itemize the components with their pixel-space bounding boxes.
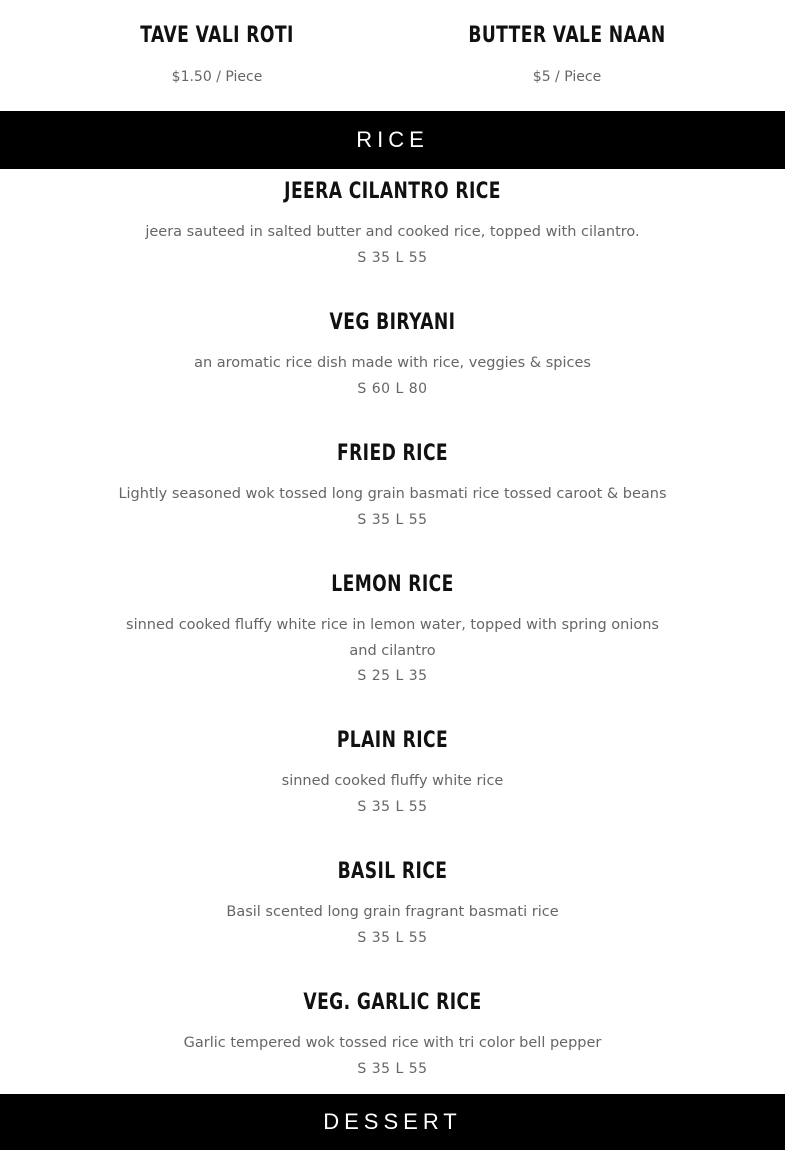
menu-item-price: $5 / Piece	[532, 69, 602, 85]
menu-item-name: JEERA CILANTRO RICE	[284, 179, 501, 204]
menu-item-price: S 35 L 55	[357, 512, 428, 528]
menu-item-price: S 60 L 80	[357, 381, 428, 397]
menu-item-name: BASIL RICE	[337, 859, 448, 884]
menu-item-price: S 35 L 55	[357, 250, 428, 266]
menu-item-description: sinned cooked fluffy white rice in lemon water, topped with spring onions and cilantro	[126, 617, 659, 659]
menu-item-price: $1.50 / Piece	[171, 69, 263, 85]
menu-item-description: Lightly seasoned wok tossed long grain basmati rice tossed caroot & beans	[118, 486, 667, 502]
menu-item-name: FRIED RICE	[336, 441, 449, 466]
menu-item-name: BUTTER VALE NAAN	[468, 23, 666, 48]
menu-item-description: sinned cooked fluffy white rice	[281, 773, 504, 789]
menu-item-name: VEG. GARLIC RICE	[303, 990, 482, 1015]
menu-item-name: VEG BIRYANI	[329, 310, 456, 335]
menu-item-description: an aromatic rice dish made with rice, veggies & spices	[194, 355, 591, 371]
menu-item-price: S 35 L 55	[357, 930, 428, 946]
menu-item-price: S 35 L 55	[357, 1061, 428, 1077]
menu-item-price: S 25 L 35	[357, 668, 428, 684]
menu-item-name: TAVE VALI ROTI	[140, 23, 294, 48]
section-header-rice: RICE	[0, 111, 785, 169]
menu-item-name: PLAIN RICE	[336, 728, 449, 753]
menu-item-description: Garlic tempered wok tossed rice with tri color bell pepper	[183, 1035, 602, 1051]
menu-item-name: LEMON RICE	[331, 572, 454, 597]
menu-item-description: jeera sauteed in salted butter and cooked rice, topped with cilantro.	[145, 224, 640, 240]
bread-items-row	[0, 0, 785, 111]
menu-item-price: S 35 L 55	[357, 799, 428, 815]
menu-item-description: Basil scented long grain fragrant basmati rice	[226, 904, 559, 920]
section-header-dessert: DESSERT	[0, 1094, 785, 1150]
